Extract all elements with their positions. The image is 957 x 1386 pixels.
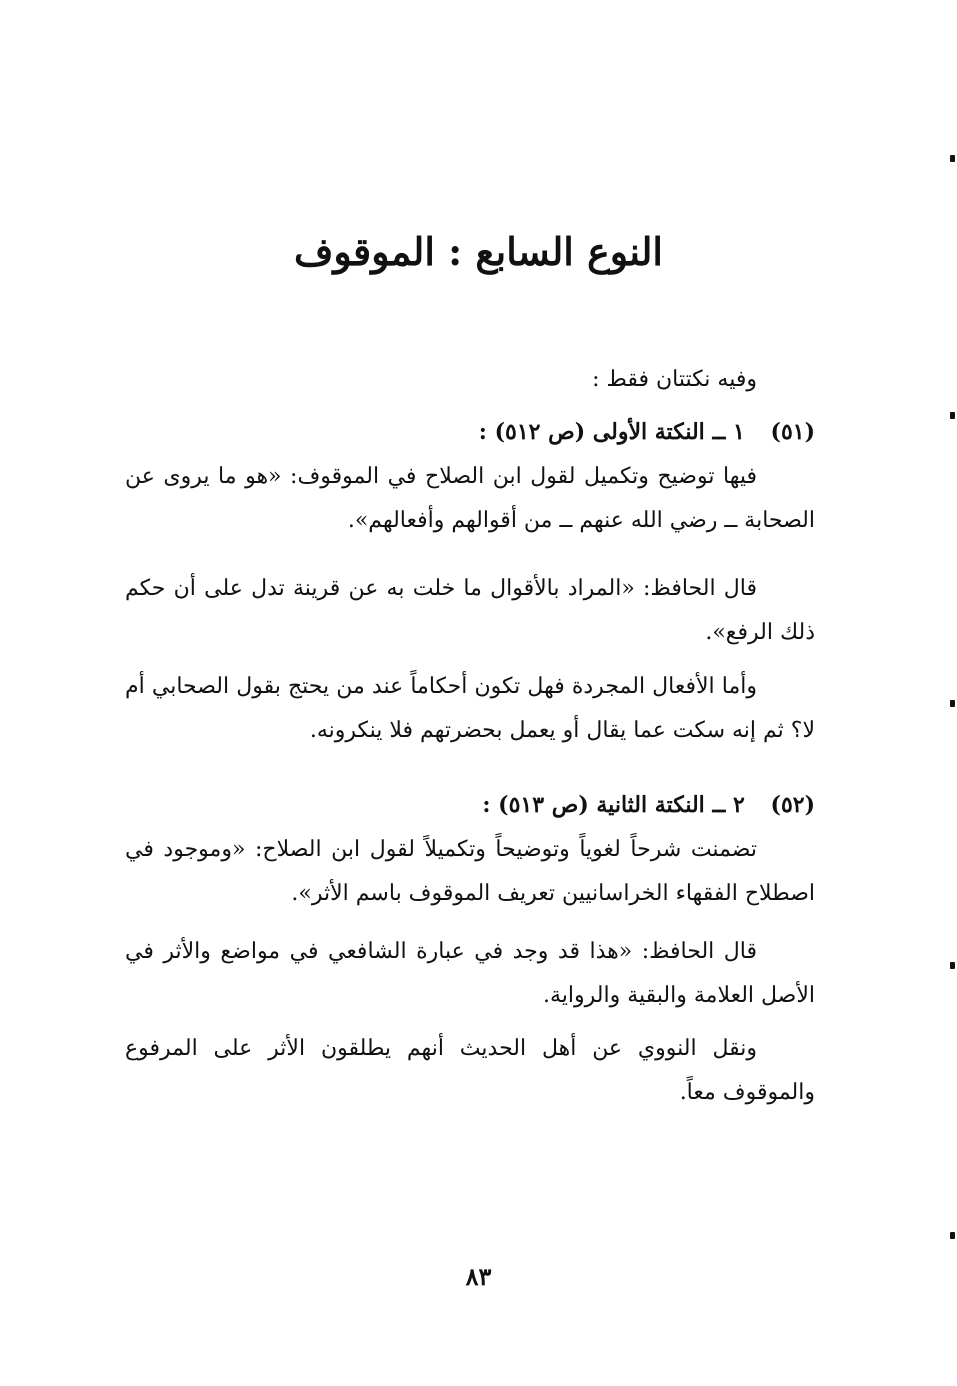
note-1-paragraph-2: قال الحافظ: «المراد بالأقوال ما خلت به عن قرينة تدل على أن حكم ذلك الرفع».	[125, 576, 815, 645]
note-2-paragraph-1: تضمنت شرحاً لغوياً وتوضيحاً وتكميلاً لقول ابن الصلاح: «وموجود في اصطلاح الفقهاء الخراسانيين تعريف الموقوف باسم الأثر».	[125, 837, 815, 906]
note-2-paragraph-3: ونقل النووي عن أهل الحديث أنهم يطلقون الأثر على المرفوع والموقوف معاً.	[125, 1036, 815, 1105]
note-1-paragraph-1: فيها توضيح وتكميل لقول ابن الصلاح في الموقوف: «هو ما يروى عن الصحابة ــ رضي الله عنهم ــ من أقوالهم وأفعالهم».	[125, 464, 815, 533]
scan-margin-mark	[950, 700, 955, 707]
note-2-number: (٥٢)	[770, 792, 815, 818]
note-1-heading	[125, 410, 815, 454]
intro-line	[125, 358, 815, 402]
page-number: ٨٣	[465, 1262, 492, 1291]
scan-margin-mark	[950, 412, 955, 419]
scan-margin-mark	[950, 155, 955, 162]
note-1-paragraph-3: وأما الأفعال المجردة فهل تكون أحكاماً عند من يحتج بقول الصحابي أم لا؟ ثم إنه سكت عما يقال أو يعمل بحضرتهم فلا ينكرونه.	[125, 674, 815, 743]
note-2-heading	[125, 783, 815, 827]
intro-text: وفيه نكتتان فقط :	[592, 367, 757, 392]
scan-margin-mark	[950, 1232, 955, 1239]
note-1-title: ١ ــ النكتة الأولى (ص ٥١٢) :	[478, 419, 745, 445]
note-1-number: (٥١)	[770, 419, 815, 445]
scan-margin-mark	[950, 962, 955, 969]
note-2-paragraph-2: قال الحافظ: «هذا قد وجد في عبارة الشافعي في مواضع والأثر في الأصل العلامة والبقية والرواية.	[125, 939, 815, 1008]
note-2-title: ٢ ــ النكتة الثانية (ص ٥١٣) :	[482, 792, 745, 818]
chapter-title: النوع السابع : الموقوف	[294, 229, 663, 274]
